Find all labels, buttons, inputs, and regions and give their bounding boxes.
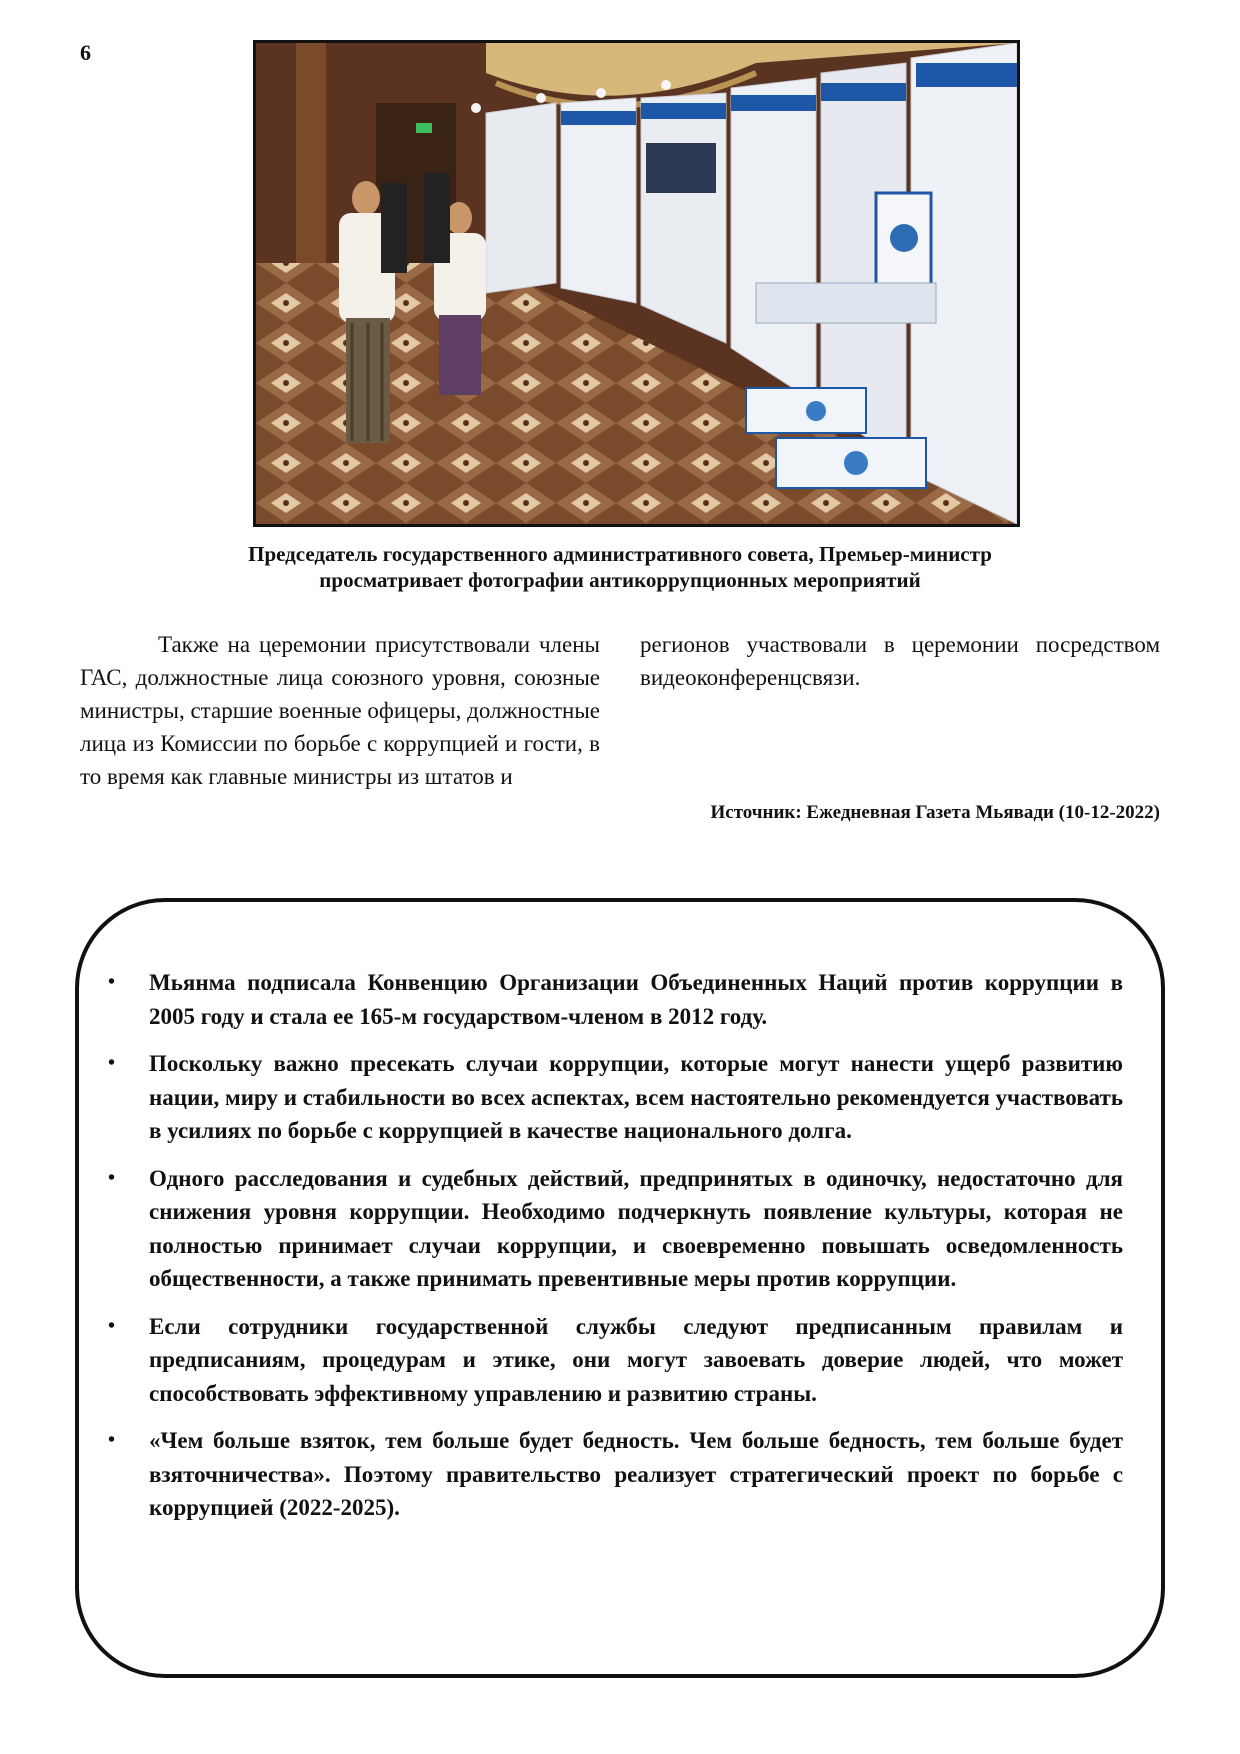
list-item <box>75 966 1165 1033</box>
bullet-icon: • <box>108 971 116 993</box>
page-number: 6 <box>80 40 91 65</box>
bullet-icon: • <box>108 1314 116 1337</box>
bullet-icon: • <box>108 1429 116 1451</box>
article-left-column: Также на церемонии присутствовали члены ГАС, должностные лица союзного уровня, союзные министры, старшие военные офицеры, должностные лица из Комиссии по борьбе с коррупцией и гости, в то время как главные министры из штатов и <box>80 632 600 789</box>
list-item-text: Если сотрудники государственной службы следуют предписанным правилам и предписаниям, процедурам и этике, они могут завоевать доверие людей, что может способствовать эффективному управлению и развитию страны. <box>149 1313 1123 1406</box>
photo-caption <box>120 541 1120 593</box>
list-item <box>75 1310 1165 1411</box>
article-source: Источник: Ежедневная Газета Мьявади (10-12-2022) <box>710 802 1160 823</box>
list-item-text: Мьянма подписала Конвенцию Организации Объединенных Наций против коррупции в 2005 году и стала ее 165-м государством-членом в 2012 году. <box>149 970 1123 1029</box>
list-item <box>75 1162 1165 1296</box>
article-right-column: регионов участвовали в церемонии посредством видеоконференцсвязи. <box>640 632 1160 690</box>
caption-line-2: просматривает фотографии антикоррупционных мероприятий <box>319 568 921 592</box>
photo-exhibition-image <box>256 43 1017 524</box>
caption-line-1: Председатель государственного административного совета, Премьер-министр <box>248 542 992 566</box>
facts-list <box>75 966 1165 1539</box>
bullet-icon: • <box>108 1166 116 1189</box>
exhibition-photo <box>253 40 1020 527</box>
bullet-icon: • <box>108 1052 116 1074</box>
list-item-text: Одного расследования и судебных действий, предпринятых в одиночку, недостаточно для снижения уровня коррупции. Необходимо подчеркнуть появление культуры, которая не полностью принимает случаи коррупции, и своевременно повышать осведомленность общественности, а также принимать превентивные меры против коррупции. <box>149 1165 1123 1291</box>
list-item <box>75 1424 1165 1525</box>
list-item-text: Поскольку важно пресекать случаи коррупции, которые могут нанести ущерб развитию нации, миру и стабильности во всех аспектах, всем настоятельно рекомендуется участвовать в усилиях по борьбе с коррупцией в качестве национального долга. <box>149 1051 1123 1143</box>
list-item <box>75 1047 1165 1148</box>
list-item-text: «Чем больше взяток, тем больше будет бедность. Чем больше бедность, тем больше будет взяточничества». Поэтому правительство реализует стратегический проект по борьбе с коррупцией (2022-2025). <box>149 1428 1123 1520</box>
